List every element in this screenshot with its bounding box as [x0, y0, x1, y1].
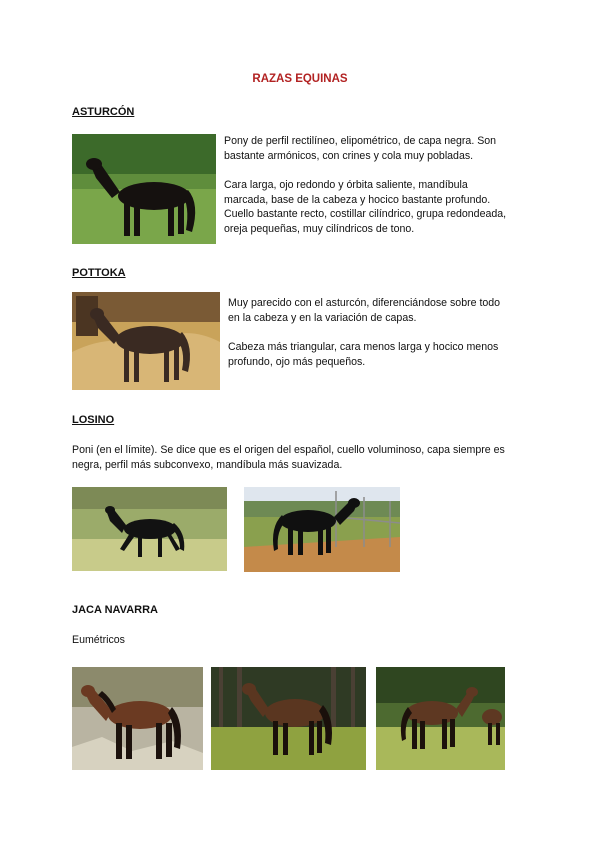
jaca-photo-1 — [72, 667, 203, 770]
jaca-photo-3 — [376, 667, 505, 770]
text-line: Pony de perfil rectilíneo, elipométrico, de capa negra. Son — [224, 135, 497, 147]
pottoka-photo — [72, 292, 220, 390]
page-title: RAZAS EQUINAS — [252, 73, 348, 85]
section-heading-jaca-navarra: JACA NAVARRA — [72, 604, 158, 616]
pottoka-paragraph-1 — [228, 296, 538, 325]
text-line: Cuello bastante recto, costillar cilíndrico, grupa redondeada, — [224, 208, 507, 221]
section-heading-losino: LOSINO — [72, 414, 115, 426]
pottoka-paragraph-2 — [228, 340, 538, 369]
text-line: negra, perfil más subconvexo, mandíbula más suavizada. — [72, 458, 343, 471]
text-line: en la cabeza y en la variación de capas. — [228, 311, 417, 324]
text-line: Muy parecido con el asturcón, diferenciándose sobre todo — [228, 297, 501, 309]
asturcon-paragraph-2 — [224, 178, 534, 236]
section-heading-asturcon: ASTURCÓN — [72, 106, 135, 118]
asturcon-paragraph-1 — [224, 134, 534, 163]
losino-photo-2 — [244, 487, 400, 572]
jaca-paragraph: Eumétricos — [72, 634, 125, 646]
text-line: Cara larga, ojo redondo y órbita saliente, mandíbula — [224, 179, 468, 191]
text-line: profundo, ojo más pequeños. — [228, 355, 366, 368]
text-line: bastante armónicos, con crines y cola muy pobladas. — [224, 149, 474, 162]
asturcon-photo — [72, 134, 216, 244]
text-line: oreja pequeñas, muy cilíndricos de tono. — [224, 222, 415, 235]
text-line: Cabeza más triangular, cara menos larga y hocico menos — [228, 341, 499, 353]
section-heading-pottoka: POTTOKA — [72, 267, 126, 279]
text-line: marcada, base de la cabeza y hocico bastante profundo. — [224, 193, 491, 206]
text-line: Poni (en el límite). Se dice que es el origen del español, cuello voluminoso, capa siempre es — [72, 444, 505, 456]
losino-photo-1 — [72, 487, 227, 571]
losino-paragraph — [72, 443, 542, 472]
jaca-photo-2 — [211, 667, 366, 770]
